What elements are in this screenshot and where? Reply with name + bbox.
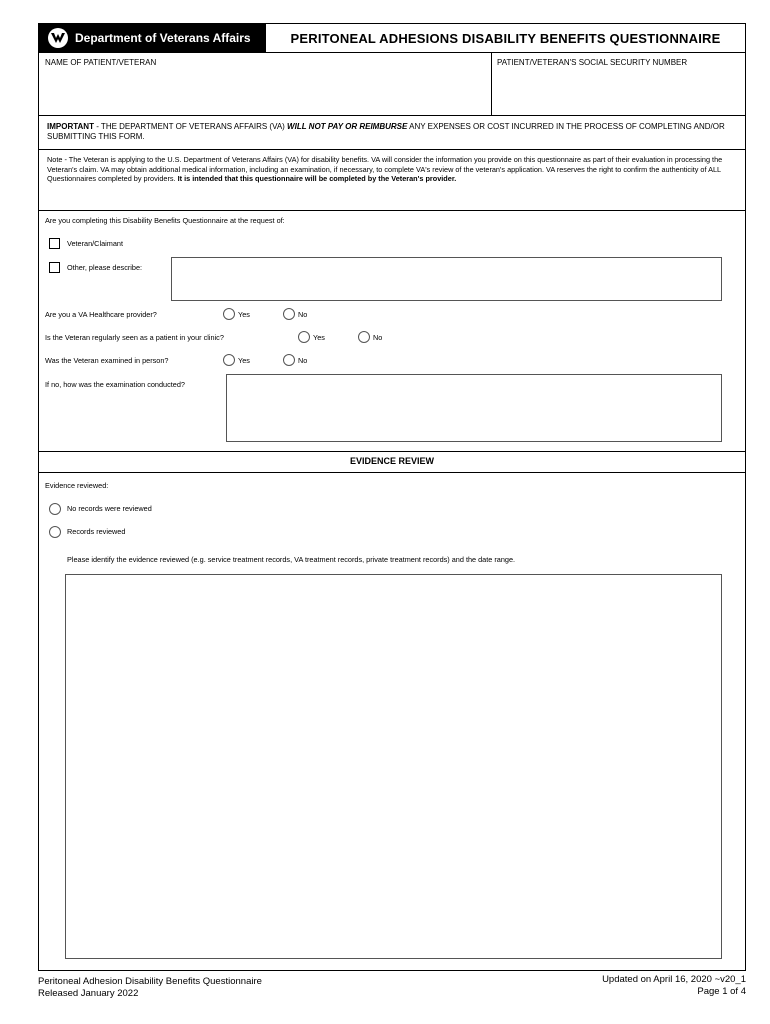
records-reviewed-radio[interactable] xyxy=(49,526,61,538)
divider xyxy=(491,52,492,115)
examined-yes-label: Yes xyxy=(238,356,250,365)
veteran-claimant-checkbox[interactable] xyxy=(49,238,60,249)
examined-no-radio[interactable] xyxy=(283,354,295,366)
clinic-patient-question: Is the Veteran regularly seen as a patient in your clinic? xyxy=(45,333,224,342)
va-provider-no-label: No xyxy=(298,310,308,319)
note-text: Note - The Veteran is applying to the U.S. Department of Veterans Affairs (VA) for disability benefits. VA will consider the information you provide on this questionnaire as part of their evaluation in processing the Veteran's claim. VA may obtain additional medical information, including an examination, if necessary, to complete VA's review of the veteran's application. VA reserves the right to confirm the authenticity of ALL Questionnaires completed by providers. xyxy=(47,155,723,183)
form-frame xyxy=(38,23,746,971)
veteran-claimant-label: Veteran/Claimant xyxy=(67,239,123,248)
important-emphasis: WILL NOT PAY OR REIMBURSE xyxy=(287,122,408,131)
evidence-reviewed-label: Evidence reviewed: xyxy=(45,481,109,490)
other-description-field[interactable] xyxy=(171,257,722,301)
evidence-review-title: EVIDENCE REVIEW xyxy=(349,456,434,466)
other-checkbox[interactable] xyxy=(49,262,60,273)
important-text-2: ANY EXPENSES OR COST INCURRED IN THE PROCESS OF COMPLETING AND/OR SUBMITTING THIS FORM. xyxy=(47,122,725,141)
patient-name-label: NAME OF PATIENT/VETERAN xyxy=(45,58,157,67)
divider xyxy=(39,472,745,473)
footer-form-name: Peritoneal Adhesion Disability Benefits Questionnaire xyxy=(38,976,262,987)
divider xyxy=(39,210,745,211)
divider xyxy=(39,115,745,116)
exam-method-question: If no, how was the examination conducted? xyxy=(45,380,185,389)
examined-in-person-question: Was the Veteran examined in person? xyxy=(45,356,169,365)
footer-right xyxy=(602,974,746,998)
footer-updated: Updated on April 16, 2020 ~v20_1 xyxy=(602,974,746,985)
form-title: PERITONEAL ADHESIONS DISABILITY BENEFITS QUESTIONNAIRE xyxy=(290,30,721,46)
exam-method-field[interactable] xyxy=(226,374,722,442)
va-provider-yes-radio[interactable] xyxy=(223,308,235,320)
patient-name-field[interactable] xyxy=(41,68,489,114)
va-header-banner xyxy=(39,24,266,52)
clinic-patient-yes-radio[interactable] xyxy=(298,331,310,343)
important-notice xyxy=(47,122,727,142)
important-text-1: - THE DEPARTMENT OF VETERANS AFFAIRS (VA) xyxy=(93,122,288,131)
no-records-label: No records were reviewed xyxy=(67,504,152,513)
va-provider-no-radio[interactable] xyxy=(283,308,295,320)
request-question: Are you completing this Disability Benefits Questionnaire at the request of: xyxy=(45,216,285,225)
note-paragraph xyxy=(47,155,739,184)
clinic-patient-no-radio[interactable] xyxy=(358,331,370,343)
ssn-label: PATIENT/VETERAN'S SOCIAL SECURITY NUMBER xyxy=(497,58,688,67)
va-provider-question: Are you a VA Healthcare provider? xyxy=(45,310,157,319)
clinic-patient-yes-label: Yes xyxy=(313,333,325,342)
clinic-patient-no-label: No xyxy=(373,333,383,342)
evidence-instruction: Please identify the evidence reviewed (e.g. service treatment records, VA treatment records, private treatment records) and the date range. xyxy=(67,555,516,564)
divider xyxy=(39,52,745,53)
va-provider-yes-label: Yes xyxy=(238,310,250,319)
no-records-radio[interactable] xyxy=(49,503,61,515)
examined-no-label: No xyxy=(298,356,308,365)
footer-released: Released January 2022 xyxy=(38,988,139,999)
department-name: Department of Veterans Affairs xyxy=(75,31,251,45)
important-prefix: IMPORTANT xyxy=(47,122,94,131)
records-reviewed-label: Records reviewed xyxy=(67,527,126,536)
evidence-description-field[interactable] xyxy=(65,574,722,959)
other-label: Other, please describe: xyxy=(67,263,143,272)
note-bold-text: It is intended that this questionnaire will be completed by the Veteran's provider. xyxy=(177,174,457,183)
ssn-field[interactable] xyxy=(495,68,743,114)
footer-page: Page 1 of 4 xyxy=(697,986,746,997)
divider xyxy=(39,149,745,150)
divider xyxy=(39,451,745,452)
examined-yes-radio[interactable] xyxy=(223,354,235,366)
footer-left xyxy=(38,976,262,1000)
va-seal-icon xyxy=(47,27,69,49)
